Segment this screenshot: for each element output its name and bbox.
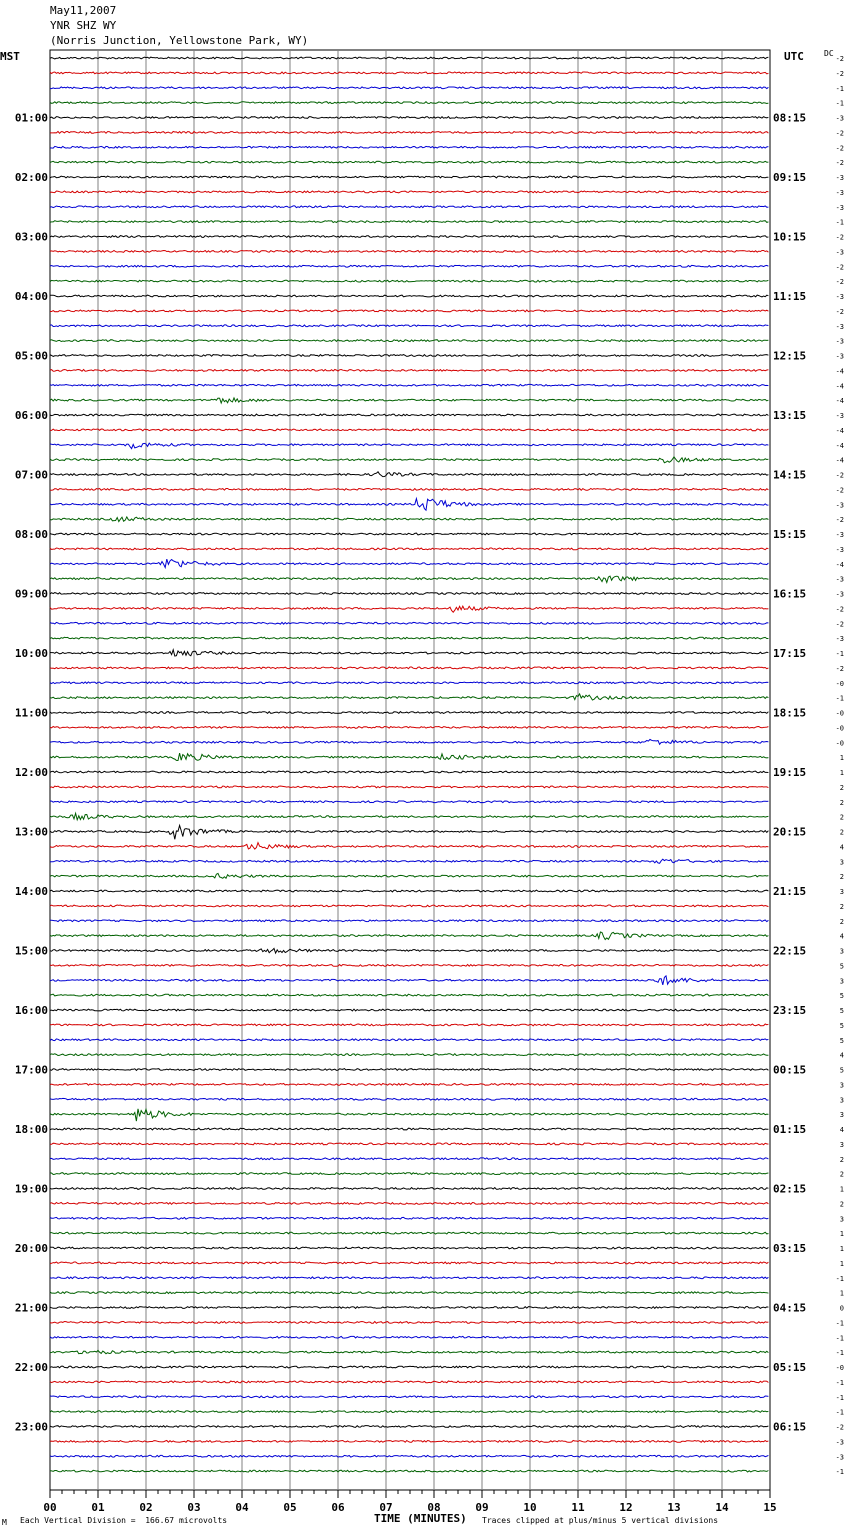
trace-row (50, 771, 768, 773)
trace-row (50, 1232, 768, 1234)
trace-row (50, 801, 768, 803)
trace-row (50, 517, 768, 522)
trace-row (50, 117, 768, 119)
x-tick-label: 09 (475, 1501, 489, 1514)
dc-offset-label: -4 (835, 382, 844, 391)
trace-row (50, 606, 768, 612)
dc-offset-label: -2 (835, 1423, 844, 1432)
left-hour-label: 17:00 (14, 1063, 48, 1077)
dc-offset-label: -3 (835, 635, 844, 644)
left-hour-label: 02:00 (14, 171, 48, 184)
dc-offset-header: DC (824, 49, 834, 58)
trace-row (50, 1109, 768, 1121)
dc-offset-label: -1 (835, 1408, 844, 1417)
dc-offset-label: -2 (835, 69, 844, 78)
trace-row (50, 1322, 768, 1324)
trace-row (50, 1307, 768, 1309)
x-tick-label: 10 (523, 1501, 537, 1514)
x-tick-label: 13 (667, 1501, 681, 1514)
dc-offset-label: -4 (835, 441, 844, 450)
dc-offset-label: -1 (835, 1334, 844, 1343)
right-hour-label: 01:15 (773, 1123, 807, 1136)
dc-offset-label: -2 (835, 278, 844, 287)
left-hour-label: 04:00 (14, 290, 48, 303)
dc-offset-label: -2 (835, 129, 844, 138)
dc-offset-label: 5 (839, 1066, 844, 1075)
x-tick-label: 03 (187, 1501, 201, 1514)
dc-offset-label: -3 (835, 1453, 844, 1462)
dc-offset-label: -2 (835, 144, 844, 153)
right-hour-label: 03:15 (773, 1242, 807, 1255)
x-tick-label: 01 (91, 1501, 105, 1514)
trace-row (50, 948, 768, 953)
right-hour-label: 10:15 (773, 230, 807, 244)
trace-row (50, 443, 768, 449)
left-hour-label: 23:00 (14, 1420, 48, 1434)
right-hour-label: 16:15 (773, 587, 807, 601)
trace-row (50, 1426, 768, 1428)
right-hour-label: 17:15 (773, 647, 807, 660)
trace-row (50, 1024, 768, 1026)
dc-offset-label: -3 (835, 174, 844, 182)
x-tick-label: 00 (43, 1501, 57, 1514)
x-tick-label: 08 (427, 1501, 441, 1514)
dc-offset-label: -3 (835, 545, 844, 554)
right-hour-label: 21:15 (773, 885, 807, 898)
trace-row (50, 753, 768, 760)
trace-row (50, 72, 768, 74)
dc-offset-label: -0 (835, 1364, 844, 1372)
trace-row (50, 843, 768, 850)
x-axis-title: TIME (MINUTES) (374, 1512, 467, 1525)
dc-offset-label: -3 (835, 114, 844, 123)
dc-offset-label: -1 (835, 650, 844, 658)
trace-row (50, 825, 768, 839)
left-hour-label: 12:00 (14, 766, 48, 779)
x-tick-label: 07 (379, 1501, 393, 1514)
trace-row (50, 384, 768, 386)
trace-row (50, 191, 768, 193)
right-hour-label: 06:15 (773, 1420, 807, 1434)
trace-row (50, 1381, 768, 1383)
dc-offset-label: -3 (835, 352, 844, 361)
dc-offset-label: 4 (839, 1051, 844, 1060)
trace-row (50, 1054, 768, 1056)
trace-row (50, 739, 768, 744)
dc-offset-label: -3 (835, 293, 844, 301)
dc-offset-label: -3 (835, 322, 844, 331)
right-hour-label: 19:15 (773, 766, 807, 779)
right-hour-label: 18:15 (773, 706, 807, 720)
trace-row (50, 576, 768, 582)
right-hour-label: 00:15 (773, 1063, 807, 1077)
dc-offset-label: -2 (835, 307, 844, 316)
trace-row (50, 727, 768, 729)
right-hour-label: 04:15 (773, 1301, 807, 1315)
left-hour-label: 18:00 (14, 1123, 48, 1136)
dc-offset-label: -3 (835, 337, 844, 346)
left-hour-label: 16:00 (14, 1004, 48, 1017)
trace-row (50, 87, 768, 89)
trace-row (50, 340, 768, 342)
trace-row (50, 1366, 768, 1368)
dc-offset-label: -1 (835, 1393, 844, 1402)
trace-row (50, 57, 768, 59)
trace-row (50, 1098, 768, 1100)
dc-offset-label: 4 (839, 932, 844, 941)
trace-row (50, 355, 768, 357)
trace-row (50, 622, 768, 624)
trace-row (50, 650, 768, 656)
x-tick-label: 04 (235, 1501, 249, 1514)
dc-offset-label: 3 (839, 977, 844, 986)
left-hour-label: 20:00 (14, 1242, 48, 1255)
left-hour-label: 21:00 (14, 1301, 48, 1315)
dc-offset-label: -3 (835, 575, 844, 584)
trace-row (50, 146, 768, 148)
trace-row (50, 280, 768, 282)
dc-offset-label: 3 (839, 947, 844, 956)
trace-row (50, 994, 768, 996)
dc-offset-label: -1 (835, 1349, 844, 1358)
dc-offset-label: 1 (839, 1259, 844, 1268)
trace-row (50, 398, 768, 403)
dc-offset-label: -1 (835, 1319, 844, 1328)
dc-offset-label: 5 (839, 1007, 844, 1015)
dc-offset-label: 1 (839, 1245, 844, 1253)
dc-offset-label: 2 (839, 783, 844, 792)
dc-offset-label: -3 (835, 203, 844, 212)
trace-row (50, 1084, 768, 1086)
right-hour-label: 13:15 (773, 409, 807, 422)
trace-row (50, 414, 768, 416)
trace-row (50, 1470, 768, 1472)
dc-offset-label: 2 (839, 798, 844, 807)
dc-offset-label: 5 (839, 1036, 844, 1045)
left-hour-label: 08:00 (14, 528, 48, 541)
trace-row (50, 370, 768, 372)
dc-offset-label: 5 (839, 1021, 844, 1030)
dc-offset-label: 2 (839, 813, 844, 822)
trace-row (50, 890, 768, 892)
dc-offset-label: 3 (839, 1215, 844, 1224)
right-hour-label: 05:15 (773, 1361, 807, 1374)
x-tick-label: 15 (763, 1501, 777, 1514)
trace-row (50, 1411, 768, 1413)
dc-offset-label: 2 (839, 1200, 844, 1209)
right-hour-label: 02:15 (773, 1182, 807, 1196)
trace-row (50, 310, 768, 312)
dc-offset-label: 3 (839, 1096, 844, 1105)
trace-row (50, 1277, 768, 1279)
left-hour-label: 14:00 (14, 885, 48, 898)
trace-row (50, 1039, 768, 1041)
trace-row (50, 176, 768, 178)
trace-row (50, 161, 768, 163)
trace-row (50, 593, 768, 595)
right-hour-label: 20:15 (773, 825, 807, 839)
trace-row (50, 1069, 768, 1071)
dc-offset-label: -4 (835, 456, 844, 465)
dc-offset-label: 1 (839, 754, 844, 763)
trace-row (50, 221, 768, 223)
right-hour-label: 08:15 (773, 111, 807, 125)
dc-offset-label: -3 (835, 590, 844, 599)
dc-offset-label: -0 (835, 739, 844, 748)
trace-row (50, 533, 768, 535)
dc-offset-label: 2 (839, 873, 844, 882)
plot-frame (50, 50, 770, 1490)
right-hour-label: 12:15 (773, 349, 807, 363)
trace-row (50, 682, 768, 684)
right-hour-label: 22:15 (773, 944, 807, 958)
trace-row (50, 1128, 768, 1130)
trace-row (50, 905, 768, 907)
dc-offset-label: -1 (835, 1378, 844, 1387)
footer-mark: M (2, 1518, 7, 1527)
dc-offset-label: -1 (835, 1468, 844, 1477)
left-hour-label: 09:00 (14, 587, 48, 601)
vertical-scale-note: Each Vertical Division = 166.67 microvolts (20, 1516, 228, 1525)
dc-offset-label: -1 (835, 1274, 844, 1283)
trace-row (50, 489, 768, 491)
left-hour-label: 11:00 (14, 706, 48, 720)
dc-offset-label: 1 (839, 1185, 844, 1194)
dc-offset-label: -2 (835, 620, 844, 629)
trace-row (50, 920, 768, 922)
trace-row (50, 1441, 768, 1443)
trace-row (50, 932, 768, 940)
dc-offset-label: -4 (835, 367, 844, 376)
trace-row (50, 548, 768, 550)
dc-offset-label: 0 (839, 1304, 844, 1313)
dc-offset-label: 2 (839, 917, 844, 926)
x-tick-label: 06 (331, 1501, 345, 1514)
dc-offset-label: -4 (835, 560, 844, 569)
dc-offset-label: -1 (835, 218, 844, 227)
left-hour-label: 03:00 (14, 230, 48, 244)
trace-row (50, 813, 768, 820)
dc-offset-label: -4 (835, 397, 844, 406)
trace-row (50, 694, 768, 700)
trace-row (50, 1292, 768, 1294)
dc-offset-label: 3 (839, 1140, 844, 1149)
left-hour-label: 15:00 (14, 944, 48, 958)
trace-row (50, 976, 768, 985)
chart-station: YNR SHZ WY (50, 19, 117, 32)
trace-row (50, 457, 768, 463)
dc-offset-label: -0 (835, 709, 844, 718)
trace-row (50, 667, 768, 669)
dc-offset-label: 3 (839, 1081, 844, 1090)
trace-row (50, 1455, 768, 1457)
right-hour-label: 14:15 (773, 468, 807, 482)
dc-offset-label: -2 (835, 159, 844, 168)
x-tick-label: 14 (715, 1501, 729, 1514)
trace-row (50, 559, 768, 567)
trace-row (50, 1143, 768, 1145)
dc-offset-label: -3 (835, 412, 844, 420)
dc-offset-label: 5 (839, 992, 844, 1001)
dc-offset-label: 3 (839, 1111, 844, 1120)
dc-offset-label: 1 (839, 1230, 844, 1239)
left-hour-label: 01:00 (14, 111, 48, 125)
trace-row (50, 712, 768, 714)
trace-row (50, 499, 768, 511)
trace-row (50, 265, 768, 267)
clip-note: Traces clipped at plus/minus 5 vertical divisions (482, 1516, 719, 1525)
dc-offset-label: -1 (835, 694, 844, 703)
dc-offset-label: 5 (839, 962, 844, 971)
dc-offset-label: 4 (839, 843, 844, 852)
right-hour-label: 15:15 (773, 528, 807, 541)
trace-row (50, 1247, 768, 1249)
x-tick-label: 02 (139, 1501, 153, 1514)
left-hour-label: 10:00 (14, 647, 48, 660)
dc-offset-label: -2 (835, 664, 844, 673)
dc-offset-label: -3 (835, 1438, 844, 1447)
dc-offset-label: -0 (835, 724, 844, 733)
dc-offset-label: -4 (835, 426, 844, 435)
dc-offset-label: 1 (839, 1289, 844, 1298)
trace-row (50, 1173, 768, 1175)
dc-offset-label: 2 (839, 902, 844, 911)
dc-offset-label: -1 (835, 99, 844, 108)
trace-row (50, 1009, 768, 1011)
trace-row (50, 429, 768, 431)
trace-row (50, 859, 768, 863)
dc-offset-label: -2 (835, 263, 844, 272)
trace-row (50, 1396, 768, 1398)
trace-row (50, 965, 768, 967)
dc-offset-label: -2 (835, 486, 844, 495)
dc-offset-label: -0 (835, 679, 844, 688)
x-tick-label: 05 (283, 1501, 297, 1514)
dc-offset-label: -3 (835, 248, 844, 257)
trace-row (50, 1158, 768, 1160)
x-tick-label: 12 (619, 1501, 633, 1514)
left-hour-label: 05:00 (14, 349, 48, 363)
right-hour-label: 11:15 (773, 290, 807, 303)
right-hour-label: 23:15 (773, 1004, 807, 1017)
trace-row (50, 132, 768, 134)
trace-row (50, 1336, 768, 1338)
dc-offset-label: -2 (835, 516, 844, 525)
dc-offset-label: 1 (839, 769, 844, 777)
right-timezone-label: UTC (784, 50, 804, 63)
trace-row (50, 1262, 768, 1264)
trace-row (50, 1188, 768, 1190)
trace-row (50, 873, 768, 878)
right-hour-label: 09:15 (773, 171, 807, 184)
left-timezone-label: MST (0, 50, 20, 63)
chart-date: May11,2007 (50, 4, 117, 17)
trace-row (50, 472, 768, 477)
x-tick-label: 11 (571, 1501, 585, 1514)
chart-location: (Norris Junction, Yellowstone Park, WY) (50, 34, 309, 47)
left-hour-label: 22:00 (14, 1361, 48, 1374)
dc-offset-label: -2 (835, 55, 844, 63)
trace-row (50, 236, 768, 238)
trace-row (50, 1350, 768, 1353)
dc-offset-label: -1 (835, 84, 844, 93)
dc-offset-label: 4 (839, 1126, 844, 1134)
trace-row (50, 206, 768, 208)
dc-offset-label: -3 (835, 531, 844, 539)
trace-row (50, 786, 768, 788)
dc-offset-label: -3 (835, 188, 844, 197)
dc-offset-label: -2 (835, 605, 844, 614)
dc-offset-label: -2 (835, 471, 844, 480)
dc-offset-label: 2 (839, 828, 844, 837)
dc-offset-label: -3 (835, 501, 844, 510)
dc-offset-label: 3 (839, 888, 844, 896)
left-hour-label: 19:00 (14, 1182, 48, 1196)
trace-row (50, 637, 768, 639)
trace-row (50, 102, 768, 104)
trace-row (50, 251, 768, 253)
dc-offset-label: 2 (839, 1155, 844, 1164)
dc-offset-label: -2 (835, 233, 844, 242)
trace-row (50, 295, 768, 297)
trace-row (50, 1217, 768, 1219)
trace-row (50, 1203, 768, 1205)
left-hour-label: 07:00 (14, 468, 48, 482)
left-hour-label: 13:00 (14, 825, 48, 839)
dc-offset-label: 2 (839, 1170, 844, 1179)
left-hour-label: 06:00 (14, 409, 48, 422)
dc-offset-label: 3 (839, 858, 844, 867)
trace-row (50, 325, 768, 327)
